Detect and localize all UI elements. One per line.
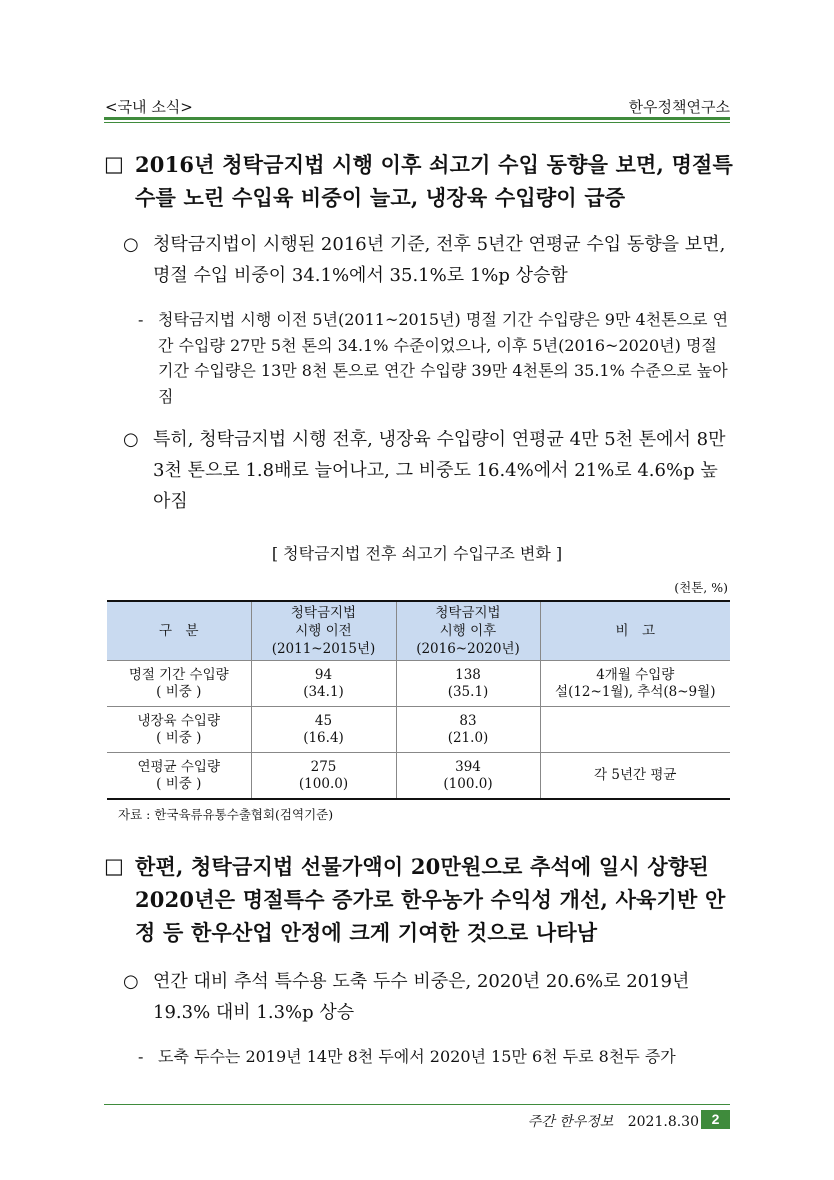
circle-bullet-item [123, 966, 733, 1028]
header-remarks: 비 고 [540, 601, 730, 661]
section-heading-text: 한편, 청탁금지법 선물가액이 20만원으로 추석에 일시 상향된 2020년은 명절특수 증가로 한우농가 수익성 개선, 사육기반 안정 등 한우산업 안정에 크게 기여한 것으로 나타남 [135, 854, 726, 945]
table-unit: (천톤, %) [674, 580, 728, 595]
circle-bullet-item [123, 424, 733, 517]
table-header-row [107, 601, 730, 661]
dash-bullet-icon: - [138, 1047, 144, 1066]
bullet-text: 연간 대비 추석 특수용 도축 두수 비중은, 2020년 20.6%로 2019년 19.3% 대비 1.3%p 상승 [153, 971, 690, 1023]
dash-bullet-item [138, 1044, 733, 1070]
section-heading-text: 2016년 청탁금지법 시행 이후 쇠고기 수입 동향을 보면, 명절특수를 노린 수입육 비중이 늘고, 냉장육 수입량이 급증 [135, 152, 734, 210]
footer-rule [104, 1104, 730, 1105]
row-label: 명절 기간 수입량 ( 비중 ) [107, 661, 251, 707]
header-before: 청탁금지법 시행 이전 (2011~2015년) [251, 601, 396, 661]
circle-bullet-item [123, 229, 733, 291]
row-label: 냉장육 수입량 ( 비중 ) [107, 707, 251, 753]
remark-cell [540, 707, 730, 753]
publication-name: 주간 한우정보 [527, 1114, 614, 1130]
circle-bullet-icon: ○ [123, 234, 139, 255]
import-structure-table [107, 600, 730, 800]
bullet-text: 특히, 청탁금지법 시행 전후, 냉장육 수입량이 연평균 4만 5천 톤에서 8만 3천 톤으로 1.8배로 늘어나고, 그 비중도 16.4%에서 21%로 4.6%p 높아짐 [153, 429, 726, 512]
value-cell: 275 (100.0) [251, 753, 396, 800]
footer-info [528, 1111, 699, 1131]
section-heading [104, 148, 734, 214]
value-cell: 138 (35.1) [396, 661, 540, 707]
bullet-text: 청탁금지법이 시행된 2016년 기준, 전후 5년간 연평균 수입 동향을 보면, 명절 수입 비중이 34.1%에서 35.1%로 1%p 상승함 [153, 234, 726, 286]
table-row [107, 707, 730, 753]
page-number: 2 [701, 1110, 730, 1129]
value-cell: 94 (34.1) [251, 661, 396, 707]
bullet-text: 청탁금지법 시행 이전 5년(2011~2015년) 명절 기간 수입량은 9만 4천톤으로 연간 수입량 27만 5천 톤의 34.1% 수준이었으나, 이후 5년(2016~2020년) 명절 기간 수입량은 13만 8천 톤으로 연간 수입량 39만 4천톤의 35.1% 수준으로 높아짐 [158, 310, 729, 406]
header-after: 청탁금지법 시행 이후 (2016~2020년) [396, 601, 540, 661]
header-org-name: 한우정책연구소 [628, 98, 730, 116]
section-heading [104, 850, 734, 949]
bullet-text: 도축 두수는 2019년 14만 8천 두에서 2020년 15만 6천 두로 8천두 증가 [158, 1047, 676, 1066]
table-caption: [ 청탁금지법 전후 쇠고기 수입구조 변화 ] [271, 544, 563, 563]
header-rule [104, 117, 730, 120]
dash-bullet-item [138, 307, 733, 409]
table-source: 자료 : 한국육류유통수출협회(검역기준) [118, 807, 334, 822]
header-category: 구 분 [107, 601, 251, 661]
table-row [107, 661, 730, 707]
dash-bullet-icon: - [138, 310, 144, 329]
remark-cell: 각 5년간 평균 [540, 753, 730, 800]
row-label: 연평균 수입량 ( 비중 ) [107, 753, 251, 800]
table-row [107, 753, 730, 800]
publication-date: 2021.8.30 [627, 1114, 699, 1130]
header-section-label: <국내 소식> [105, 98, 193, 116]
header-rule-thin [104, 122, 730, 123]
value-cell: 83 (21.0) [396, 707, 540, 753]
value-cell: 394 (100.0) [396, 753, 540, 800]
square-bullet-icon: □ [104, 854, 125, 878]
remark-cell: 4개월 수입량 설(12~1월), 추석(8~9월) [540, 661, 730, 707]
square-bullet-icon: □ [104, 152, 125, 176]
value-cell: 45 (16.4) [251, 707, 396, 753]
circle-bullet-icon: ○ [123, 971, 139, 992]
circle-bullet-icon: ○ [123, 429, 139, 450]
